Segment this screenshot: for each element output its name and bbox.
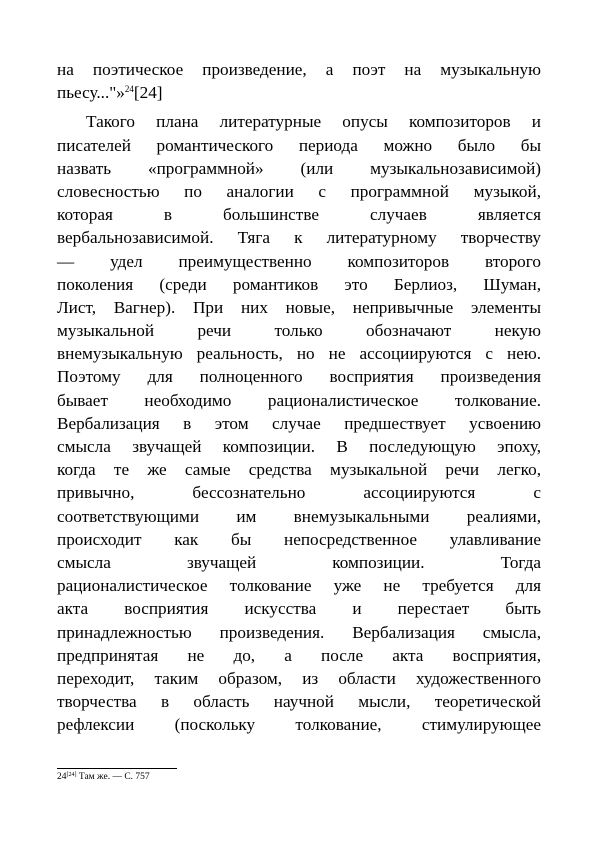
text-line: Такого плана литературные опусы композиторов и: [86, 112, 541, 132]
text-line: творчества в область научной мысли, теоретической: [57, 692, 541, 712]
text-line: Поэтому для полноценного восприятия произведения: [57, 367, 541, 387]
text-line: рефлексии (поскольку толкование, стимулирующее: [57, 715, 541, 735]
text-line: Вербализация в этом случае предшествует усвоению: [57, 413, 541, 433]
text-line: назвать «программной» (или музыкальнозависимой): [57, 158, 541, 178]
main-paragraph: [57, 110, 541, 736]
text-line: на поэтическое произведение, а поэт на музыкальную: [57, 60, 541, 79]
text-line: смысла звучащей композиции. Тогда: [57, 552, 541, 572]
text-line: внемузыкальную реальность, но не ассоциируются с нею.: [57, 344, 541, 364]
text-line: музыкальной речи только обозначают некую: [57, 321, 541, 341]
text-line: предпринятая не до, а после акта восприятия,: [57, 645, 541, 665]
footnote-divider: [57, 768, 177, 769]
text-line: привычно, бессознательно ассоциируются с: [57, 483, 541, 503]
text-fragment: пьесу..."»: [57, 83, 125, 103]
text-line: которая в большинстве случаев является: [57, 205, 541, 225]
footnote-superscript[interactable]: 24: [124, 84, 134, 95]
text-line: соответствующими им внемузыкальными реалиями,: [57, 506, 541, 526]
text-line: принадлежностью произведения. Вербализация смысла,: [57, 622, 541, 642]
text-line: писателей романтического периода можно было бы: [57, 135, 541, 155]
footnote-ref[interactable]: [24]: [133, 83, 163, 103]
footnote: [57, 771, 150, 783]
text-line: вербальнозависимой. Тяга к литературному творчеству: [57, 228, 541, 248]
footnote-text: Там же. — С. 757: [76, 772, 150, 782]
text-line: словесностью по аналогии с программной музыкой,: [57, 181, 541, 201]
text-line: Лист, Вагнер). При них новые, непривычные элементы: [57, 297, 541, 317]
footnote-number: 24: [57, 772, 67, 782]
text-line: происходит как бы непосредственное улавливание: [57, 529, 541, 549]
text-line: бывает необходимо рационалистическое толкование.: [57, 390, 541, 410]
text-line: поколения (среди романтиков это Берлиоз, Шуман,: [57, 274, 541, 294]
text-line: переходит, таким образом, из области художественного: [57, 668, 541, 688]
page-body: [57, 58, 541, 736]
text-line: — удел преимущественно композиторов второго: [57, 251, 541, 271]
text-line: акта восприятия искусства и перестает быть: [57, 599, 541, 619]
text-line: когда те же самые средства музыкальной речи легко,: [57, 460, 541, 480]
footnote-number-sup: [24]: [66, 772, 77, 778]
text-line: смысла звучащей композиции. В последующую эпоху,: [57, 437, 541, 456]
text-line: рационалистическое толкование уже не требуется для: [57, 576, 541, 596]
text-line: [57, 81, 541, 104]
top-paragraph: [57, 58, 541, 104]
